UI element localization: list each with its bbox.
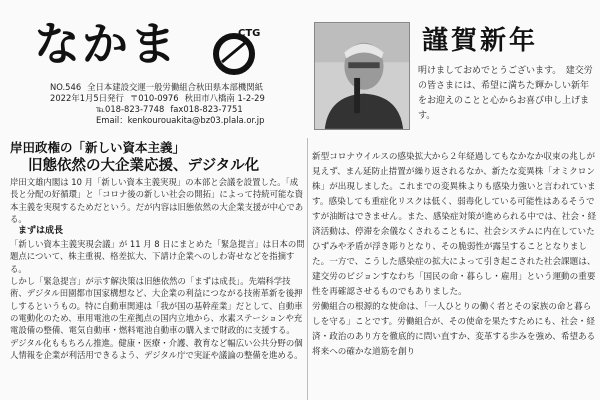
postal-code: 〒010-0976 xyxy=(129,93,179,103)
article-subheadline: 旧態依然の大企業応援、デジタル化 xyxy=(28,157,260,174)
article-paragraph: しかし「緊急提言」が示す解決策は旧態依然の「まずは成長」。先端科学技術、デジタル田園都市国家構想など、大企業の利益につながる技術革新を後押しするというもの。特に自動車関連は「我が国の基幹産業」だとして、自動車の電動化のため、車用電池の生産拠点の国内立地から、水素ステーションや充電設備の整備、電気自動車・燃料電池自動車の購入まで財政的に支援する。 xyxy=(10,276,303,336)
issue-date: 2022年1月5日発行 xyxy=(50,93,124,103)
masthead xyxy=(8,6,304,136)
section-subhead: まずは成長 xyxy=(18,226,64,237)
column-divider xyxy=(307,138,308,400)
email: Email：kenkourouakita@bz03.plala.or.jp xyxy=(96,115,265,125)
greeting-text: 明けましておめでとうございます。 建交労の皆さまには、希望に満ちた輝かしい新年をお迎えのことと心からお喜び申し上げます。 xyxy=(418,66,593,121)
article-paragraph: 労働組合の根源的な使命は、「一人ひとりの働く者とその家族の命と暮らしを守る」ことです。労働組合が、その使命を果たすためにも、社会・経済・政治のあり方を徹底的に問い直すか、変革する歩みを強め、希望ある将来への確かな道筋を創り xyxy=(312,302,596,357)
issue-info xyxy=(50,82,271,126)
portrait-photo xyxy=(314,22,410,130)
right-article xyxy=(312,150,598,360)
union-logo xyxy=(208,24,264,80)
tel: ℡018-823-7748 xyxy=(96,104,165,114)
logo-text: CTG xyxy=(238,28,261,39)
article-paragraph: 新型コロナウイルスの感染拡大から２年経過してもなかなか収束の兆しが見えず、まん延防止措置が繰り返されるなか、新たな変異株「オミクロン株」が出現しました。これまでの変異株よりも感染力強いと言われています。感染しても重症化リスクは低く、弱毒化している可能性はあるそうですが油断はできません。また、感染症対策が進められる中では、社会・経済活動は、停滞を余儀なくされることもに、社会システムに内在していたひずみや矛盾が浮き彫りとなり、その脆弱性が露呈することとなりました。一方で、こうした感染症の拡大によって引き起こされた社会課題は、建交労のビジョンすなわち「国民の命・暮らし・雇用」という運動の重要性を再確認させるものでもありました。 xyxy=(312,152,597,297)
article-headline: 岸田政権の「新しい資本主義」 xyxy=(10,140,186,155)
left-article xyxy=(10,140,306,361)
newsletter-title: なかま xyxy=(34,17,178,71)
article-paragraph: 「新しい資本主義実現会議」が 11 月 8 日にまとめた「緊急提言」は日本の問題点について、株主重視、格差拡大、下請け企業へのしわ寄せなどを指摘する。 xyxy=(10,239,305,274)
new-year-heading: 謹賀新年 xyxy=(422,26,539,56)
publisher: 全日本建設交運一般労働組合秋田県本部機関紙 xyxy=(87,82,264,92)
fax: fax018-823-7751 xyxy=(170,104,243,114)
issue-number: NO.546 xyxy=(50,82,82,92)
article-paragraph: 岸田文雄内閣は 10 月「新しい資本主義実現」の本部と会議を設置した。「成長と分配の好循環」と「コロナ後の新しい社会の開拓」によって持続可能な資本主義を実現するためだという。だが内容は旧態依然の大企業支援が中心である。 xyxy=(10,177,304,224)
article-paragraph: デジタル化ももちろん推進。健康・医療・介護、教育など幅広い公共分野の個人情報を企業が利活用できるよう、デジタル庁で実証や議論の整備を進める。 xyxy=(10,337,303,360)
address: 秋田市八橋南 1-2-29 xyxy=(184,93,265,103)
